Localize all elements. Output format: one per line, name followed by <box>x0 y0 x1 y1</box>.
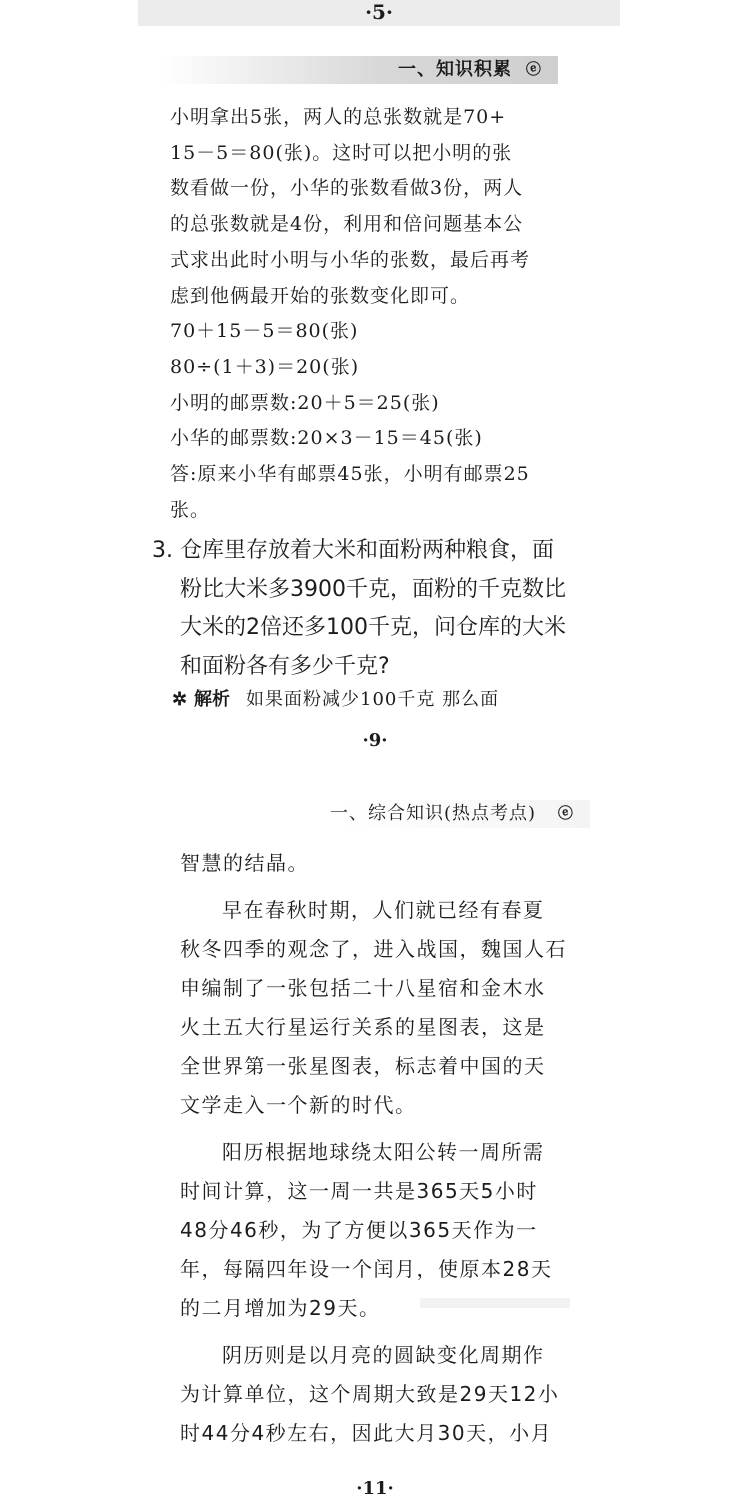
paragraph-line: 48分46秒，为了方便以365天作为一 <box>180 1218 538 1242</box>
paragraph-line: 申编制了一张包括二十八星宿和金木水 <box>180 976 546 1000</box>
section-header-knowledge <box>160 56 558 84</box>
section-mark-icon: ⓔ <box>524 58 544 80</box>
paragraph-line: 阴历则是以月亮的圆缺变化周期作 <box>222 1343 545 1367</box>
section-mark-icon: ⓔ <box>556 802 576 824</box>
question-line: 粉比大米多3900千克，面粉的千克数比 <box>180 576 566 602</box>
page-number-11: ·11· <box>356 1478 394 1499</box>
text-line: 式求出此时小明与小华的张数，最后再考 <box>170 248 531 271</box>
solution-text-block <box>170 100 580 528</box>
question-line: 和面粉各有多少千克? <box>180 653 390 679</box>
answer-line: 张。 <box>170 498 211 521</box>
analysis-label: 解析 <box>194 689 230 710</box>
paragraph-line: 阳历根据地球绕太阳公转一周所需 <box>222 1140 545 1164</box>
page-number-top: ·5· <box>138 0 620 26</box>
paragraph-line: 早在春秋时期，人们就已经有春夏 <box>222 898 545 922</box>
paragraph-line: 时间计算，这一周一共是365天5小时 <box>180 1179 538 1203</box>
paragraph-line: 秋冬四季的观念了，进入战国，魏国人石 <box>180 937 567 961</box>
section-header-title: 一、综合知识(热点考点) <box>329 803 536 824</box>
show-through-shadow <box>420 1298 570 1308</box>
paragraph-line: 文学走入一个新的时代。 <box>180 1093 417 1117</box>
question-line: 大米的2倍还多100千克，问仓库的大米 <box>180 615 566 640</box>
equation-line: 80÷(1＋3)＝20(张) <box>170 355 360 378</box>
text-line: 虑到他俩最开始的张数变化即可。 <box>170 284 471 307</box>
text-line: 15－5＝80(张)。这时可以把小明的张 <box>170 141 513 164</box>
paragraph-line: 为计算单位，这个周期大致是29天12小 <box>180 1382 560 1406</box>
question-3 <box>152 532 582 686</box>
equation-line: 小明的邮票数:20＋5＝25(张) <box>170 391 440 414</box>
text-line: 的总张数就是4份，利用和倍问题基本公 <box>170 213 524 236</box>
question-line: 3. 仓库里存放着大米和面粉两种粮食，面 <box>152 538 554 563</box>
article-text-block <box>180 844 600 1453</box>
paragraph-line: 全世界第一张星图表，标志着中国的天 <box>180 1054 546 1078</box>
section-header-title: 一、知识积累 <box>398 59 512 80</box>
equation-line: 小华的邮票数:20×3－15＝45(张) <box>170 427 483 450</box>
paragraph-line: 时44分4秒左右，因此大月30天，小月 <box>180 1421 553 1445</box>
paragraph-line: 智慧的结晶。 <box>180 851 309 875</box>
analysis-icon: ✲ <box>172 689 188 710</box>
analysis-text: 如果面粉减少100千克 那么面 <box>246 689 500 710</box>
page-number-9: ·9· <box>362 730 388 751</box>
equation-line: 70＋15－5＝80(张) <box>170 320 359 343</box>
answer-line: 答:原来小华有邮票45张，小明有邮票25 <box>170 463 530 486</box>
section-header-comprehensive <box>250 800 590 828</box>
paragraph-line: 年，每隔四年设一个闰月，使原本28天 <box>180 1257 553 1281</box>
paragraph-line: 的二月增加为29天。 <box>180 1296 381 1320</box>
text-line: 数看做一份，小华的张数看做3份，两人 <box>170 177 524 200</box>
text-line: 小明拿出5张，两人的总张数就是70+ <box>170 106 507 128</box>
analysis-line <box>172 686 582 714</box>
paragraph-line: 火土五大行星运行关系的星图表，这是 <box>180 1015 546 1039</box>
